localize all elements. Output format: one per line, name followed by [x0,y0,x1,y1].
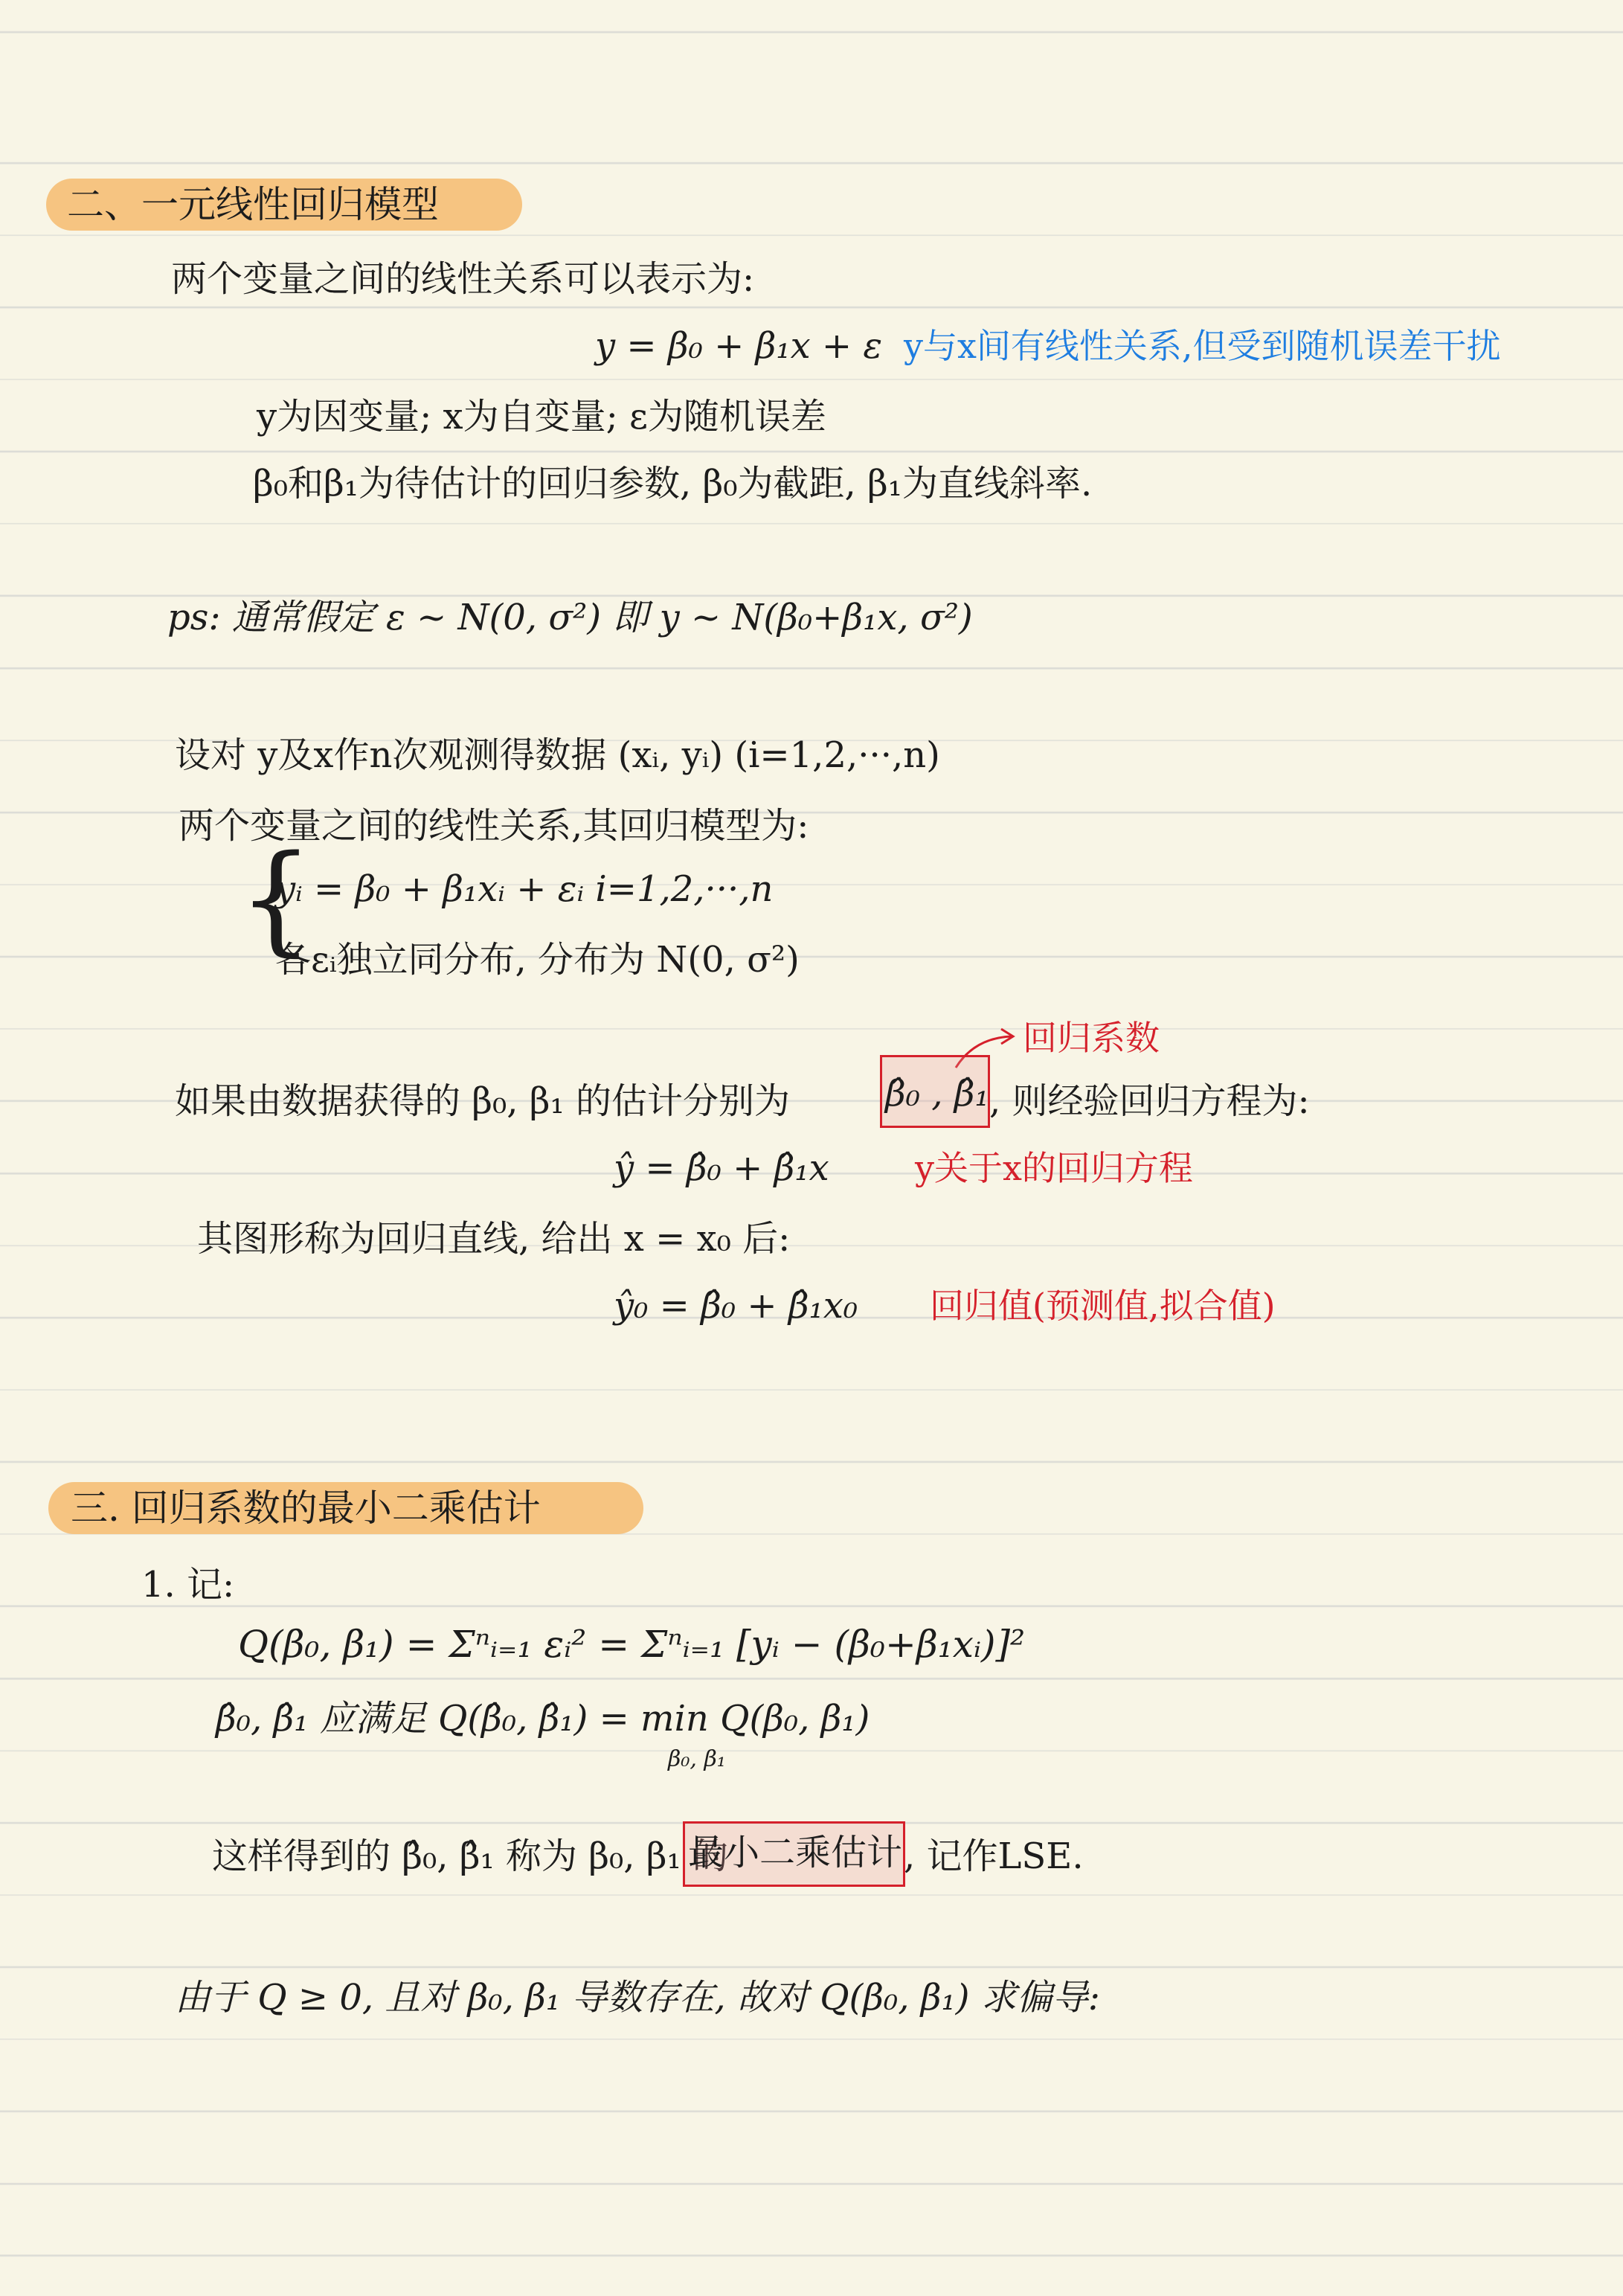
estimate-suffix: , 则经验回归方程为: [989,1080,1310,1122]
lse-prefix: 这样得到的 β̂₀, β̂₁ 称为 β₀, β₁ 的 [212,1835,729,1877]
estimate-box-text: β̂₀ , β̂₁ [885,1073,989,1115]
params-text: β₀和β₁为待估计的回归参数, β₀为截距, β₁为直线斜率. [253,463,1093,504]
lse-box-text: 最小二乘估计 [688,1832,903,1873]
intro-text: 两个变量之间的线性关系可以表示为: [171,258,755,300]
model-note: y与x间有线性关系,但受到随机误差干扰 [904,326,1501,366]
coef-label: 回归系数 [1023,1018,1160,1058]
prediction-note: 回归值(预测值,拟合值) [930,1286,1276,1326]
partial-derivative-text: 由于 Q ≥ 0, 且对 β₀, β₁ 导数存在, 故对 Q(β₀, β₁) 求偏导: [175,1977,1100,2018]
q-definition: Q(β₀, β₁) = Σⁿᵢ₌₁ εᵢ² = Σⁿᵢ₌₁ [yᵢ − (β₀+β₁xᵢ)]² [238,1623,1026,1666]
system-brace: { [238,829,314,968]
ps-note: ps: 通常假定 ε ~ N(0, σ²) 即 y ~ N(β₀+β₁x, σ²) [167,597,973,638]
estimate-prefix: 如果由数据获得的 β₀, β₁ 的估计分别为 [175,1080,791,1122]
satisfy-condition: β̂₀, β̂₁ 应满足 Q(β̂₀, β̂₁) = min Q(β₀, β₁) [216,1698,870,1739]
section-2-heading: 二、一元线性回归模型 [67,183,439,226]
regression-equation: ŷ = β̂₀ + β̂₁x [614,1147,829,1189]
section-3-heading: 三. 回归系数的最小二乘估计 [71,1487,541,1530]
system-line-2: 各εᵢ独立同分布, 分布为 N(0, σ²) [275,939,800,981]
lse-suffix: , 记作LSE. [904,1835,1084,1877]
variables-text: y为因变量; x为自变量; ε为随机误差 [257,396,826,437]
min-subscript: β₀, β₁ [668,1746,726,1772]
model-equation: y = β₀ + β₁x + ε [595,325,883,367]
model-intro: 两个变量之间的线性关系,其回归模型为: [179,805,809,847]
item-1-label: 1. 记: [141,1564,235,1606]
regression-equation-note: y关于x的回归方程 [915,1148,1193,1188]
system-line-1: yᵢ = β₀ + β₁xᵢ + εᵢ i=1,2,···,n [275,868,774,910]
regression-line-text: 其图形称为回归直线, 给出 x = x₀ 后: [197,1218,791,1260]
observation-text: 设对 y及x作n次观测得数据 (xᵢ, yᵢ) (i=1,2,···,n) [175,734,940,776]
prediction-equation: ŷ₀ = β̂₀ + β̂₁x₀ [614,1285,858,1327]
